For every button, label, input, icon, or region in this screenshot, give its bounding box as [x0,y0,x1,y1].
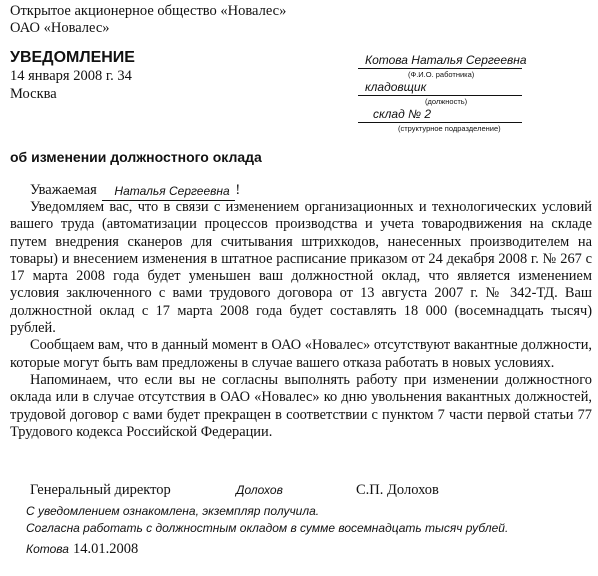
document-subject: об изменении должностного оклада [10,149,262,165]
recipient-position-underline [358,95,522,96]
salutation [30,182,240,200]
document-date-number: 14 января 2008 г. 34 [10,68,132,84]
paragraph-2: Сообщаем вам, что в данный момент в ОАО «Новалес» отсутствуют вакантные должности, которые могут быть вам предложены в случае вашего отказа работать в новых условиях. [10,337,592,371]
recipient-position-caption: (должность) [425,97,468,106]
acknowledgment-signoff [26,540,138,558]
organization-short-name: ОАО «Новалес» [10,20,110,36]
document-title: УВЕДОМЛЕНИЕ [10,49,135,66]
letter-body [10,199,592,441]
signatory-signature: Долохов [236,483,283,497]
recipient-department-underline [358,122,522,123]
recipient-name-caption: (Ф.И.О. работника) [408,70,475,79]
salutation-suffix: ! [235,182,241,198]
document-place: Москва [10,86,57,102]
acknowledgment-line-1: С уведомлением ознакомлена, экземпляр получила. [26,504,320,518]
signatory-name: С.П. Долохов [356,482,439,498]
recipient-name: Котова Наталья Сергеевна [365,53,527,67]
signatory-position: Генеральный директор [30,482,171,498]
recipient-department-caption: (структурное подразделение) [398,124,501,133]
salutation-name: Наталья Сергеевна [114,184,230,198]
recipient-department: склад № 2 [373,107,432,121]
paragraph-1: Уведомляем вас, что в связи с изменением организационных и технологических условий вашего труда (автоматизации процессов производства и учета товародвижения на складе путем внедрения сканеров для считывания штрихкодов, нанесенных производителем на товары) и внесением изменения в штатное расписание приказом от 24 декабря 2008 г. № 267 с 17 марта 2008 года будет уменьшен ваш должностной оклад, что является изменением условия заключенного с вами трудового договора от 13 августа 2007 г. № 342-ТД. Ваш должностной оклад с 17 марта 2008 года будет составлять 18 000 (восемнадцать тысяч) рублей. [10,199,592,337]
acknowledgment-signature: Котова [26,542,69,556]
salutation-prefix: Уважаемая [30,182,97,198]
recipient-position: кладовщик [365,80,427,94]
paragraph-3: Напоминаем, что если вы не согласны выполнять работу при изменении должностного оклада или в случае отсутствия в ОАО «Новалес» ко дню увольнения вакантных должностей, трудовой договор с вами будет прекращен в соответствии с пунктом 7 части первой статьи 77 Трудового кодекса Российской Федерации. [10,371,592,440]
recipient-name-underline [358,68,522,69]
acknowledgment-line-2: Согласна работать с должностным окладом в сумме восемнадцать тысяч рублей. [26,521,509,535]
organization-full-name: Открытое акционерное общество «Новалес» [10,3,287,19]
acknowledgment-date: 14.01.2008 [72,541,139,557]
